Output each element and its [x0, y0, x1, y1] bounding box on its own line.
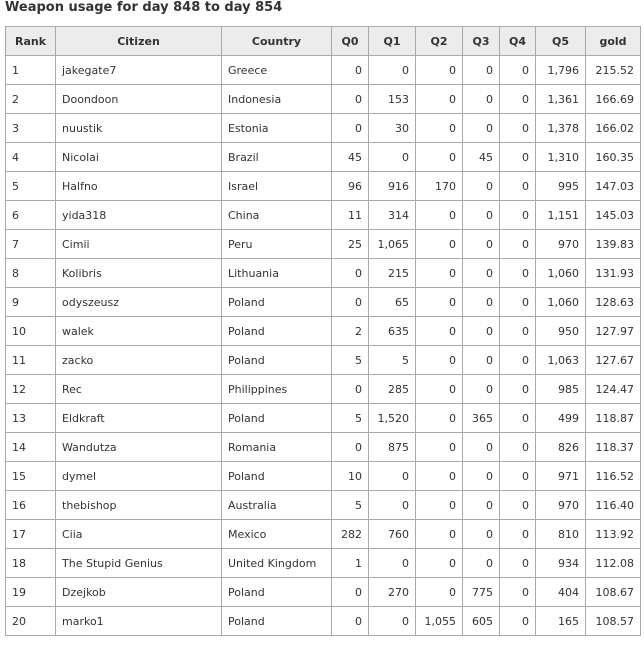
q1-cell: 153 — [369, 85, 416, 114]
q5-cell: 810 — [536, 520, 586, 549]
citizen-link[interactable]: Eldkraft — [56, 404, 222, 433]
rank-cell: 15 — [6, 462, 56, 491]
rank-cell: 12 — [6, 375, 56, 404]
gold-cell: 112.08 — [586, 549, 641, 578]
q4-cell: 0 — [500, 491, 536, 520]
q3-cell: 0 — [463, 230, 500, 259]
q3-cell: 45 — [463, 143, 500, 172]
citizen-link[interactable]: Cimii — [56, 230, 222, 259]
q3-cell: 0 — [463, 56, 500, 85]
q3-cell: 0 — [463, 259, 500, 288]
table-row — [6, 85, 641, 114]
citizen-link[interactable]: Wandutza — [56, 433, 222, 462]
q0-cell: 0 — [332, 578, 369, 607]
q5-cell: 934 — [536, 549, 586, 578]
country-link[interactable]: China — [222, 201, 332, 230]
q0-cell: 25 — [332, 230, 369, 259]
gold-cell: 145.03 — [586, 201, 641, 230]
rank-cell: 18 — [6, 549, 56, 578]
table-row — [6, 520, 641, 549]
q5-cell: 404 — [536, 578, 586, 607]
citizen-link[interactable]: Halfno — [56, 172, 222, 201]
q1-cell: 215 — [369, 259, 416, 288]
q0-cell: 0 — [332, 433, 369, 462]
table-row — [6, 259, 641, 288]
q4-cell: 0 — [500, 317, 536, 346]
table-row — [6, 404, 641, 433]
q0-cell: 45 — [332, 143, 369, 172]
q0-cell: 0 — [332, 259, 369, 288]
q1-cell: 0 — [369, 549, 416, 578]
country-link[interactable]: Poland — [222, 288, 332, 317]
q1-cell: 0 — [369, 143, 416, 172]
q2-cell: 0 — [416, 520, 463, 549]
q0-cell: 10 — [332, 462, 369, 491]
q2-cell: 0 — [416, 85, 463, 114]
gold-cell: 108.57 — [586, 607, 641, 636]
q0-cell: 5 — [332, 404, 369, 433]
citizen-link[interactable]: Kolibris — [56, 259, 222, 288]
table-row — [6, 491, 641, 520]
country-link[interactable]: Greece — [222, 56, 332, 85]
q4-cell: 0 — [500, 288, 536, 317]
table-body — [6, 56, 641, 636]
q4-cell: 0 — [500, 462, 536, 491]
column-header-q1[interactable]: Q1 — [369, 27, 416, 56]
gold-cell: 118.87 — [586, 404, 641, 433]
q5-cell: 1,060 — [536, 259, 586, 288]
q4-cell: 0 — [500, 520, 536, 549]
q2-cell: 0 — [416, 230, 463, 259]
citizen-link[interactable]: walek — [56, 317, 222, 346]
q0-cell: 0 — [332, 607, 369, 636]
country-link[interactable]: Poland — [222, 404, 332, 433]
gold-cell: 124.47 — [586, 375, 641, 404]
country-link[interactable]: United Kingdom — [222, 549, 332, 578]
citizen-link[interactable]: marko1 — [56, 607, 222, 636]
q0-cell: 2 — [332, 317, 369, 346]
rank-cell: 16 — [6, 491, 56, 520]
rank-cell: 13 — [6, 404, 56, 433]
gold-cell: 116.52 — [586, 462, 641, 491]
gold-cell: 131.93 — [586, 259, 641, 288]
q1-cell: 270 — [369, 578, 416, 607]
citizen-link[interactable]: Ciia — [56, 520, 222, 549]
q1-cell: 65 — [369, 288, 416, 317]
q2-cell: 0 — [416, 462, 463, 491]
q2-cell: 1,055 — [416, 607, 463, 636]
rank-cell: 20 — [6, 607, 56, 636]
citizen-link[interactable]: nuustik — [56, 114, 222, 143]
q1-cell: 285 — [369, 375, 416, 404]
gold-cell: 160.35 — [586, 143, 641, 172]
q0-cell: 96 — [332, 172, 369, 201]
q0-cell: 0 — [332, 288, 369, 317]
citizen-link[interactable]: The Stupid Genius — [56, 549, 222, 578]
rank-cell: 19 — [6, 578, 56, 607]
gold-cell: 113.92 — [586, 520, 641, 549]
rank-cell: 3 — [6, 114, 56, 143]
q4-cell: 0 — [500, 201, 536, 230]
q2-cell: 0 — [416, 143, 463, 172]
q4-cell: 0 — [500, 607, 536, 636]
country-link[interactable]: Poland — [222, 346, 332, 375]
q4-cell: 0 — [500, 346, 536, 375]
country-link[interactable]: Lithuania — [222, 259, 332, 288]
column-header-q5[interactable]: Q5 — [536, 27, 586, 56]
citizen-link[interactable]: Doondoon — [56, 85, 222, 114]
q5-cell: 950 — [536, 317, 586, 346]
table-row — [6, 462, 641, 491]
q3-cell: 0 — [463, 491, 500, 520]
q0-cell: 0 — [332, 56, 369, 85]
q3-cell: 0 — [463, 346, 500, 375]
rank-cell: 7 — [6, 230, 56, 259]
q4-cell: 0 — [500, 85, 536, 114]
q5-cell: 1,063 — [536, 346, 586, 375]
column-header-citizen[interactable]: Citizen — [56, 27, 222, 56]
q2-cell: 0 — [416, 114, 463, 143]
country-link[interactable]: Mexico — [222, 520, 332, 549]
gold-cell: 116.40 — [586, 491, 641, 520]
q1-cell: 875 — [369, 433, 416, 462]
q3-cell: 0 — [463, 549, 500, 578]
table-row — [6, 230, 641, 259]
table-row — [6, 578, 641, 607]
country-link[interactable]: Poland — [222, 462, 332, 491]
citizen-link[interactable]: odyszeusz — [56, 288, 222, 317]
q1-cell: 916 — [369, 172, 416, 201]
rank-cell: 17 — [6, 520, 56, 549]
q3-cell: 0 — [463, 201, 500, 230]
q4-cell: 0 — [500, 375, 536, 404]
q0-cell: 0 — [332, 85, 369, 114]
q1-cell: 1,520 — [369, 404, 416, 433]
column-header-gold[interactable]: gold — [586, 27, 641, 56]
country-link[interactable]: Poland — [222, 607, 332, 636]
column-header-q3[interactable]: Q3 — [463, 27, 500, 56]
rank-cell: 1 — [6, 56, 56, 85]
table-row — [6, 433, 641, 462]
gold-cell: 118.37 — [586, 433, 641, 462]
rank-cell: 4 — [6, 143, 56, 172]
q3-cell: 0 — [463, 317, 500, 346]
q0-cell: 0 — [332, 114, 369, 143]
citizen-link[interactable]: thebishop — [56, 491, 222, 520]
country-link[interactable]: Romania — [222, 433, 332, 462]
q4-cell: 0 — [500, 56, 536, 85]
gold-cell: 166.02 — [586, 114, 641, 143]
q5-cell: 499 — [536, 404, 586, 433]
q3-cell: 0 — [463, 433, 500, 462]
country-link[interactable]: Estonia — [222, 114, 332, 143]
table-row — [6, 346, 641, 375]
table-row — [6, 288, 641, 317]
q1-cell: 1,065 — [369, 230, 416, 259]
country-link[interactable]: Peru — [222, 230, 332, 259]
q1-cell: 30 — [369, 114, 416, 143]
citizen-link[interactable]: Rec — [56, 375, 222, 404]
q4-cell: 0 — [500, 259, 536, 288]
q5-cell: 1,151 — [536, 201, 586, 230]
q5-cell: 1,378 — [536, 114, 586, 143]
q5-cell: 826 — [536, 433, 586, 462]
rank-cell: 14 — [6, 433, 56, 462]
citizen-link[interactable]: jakegate7 — [56, 56, 222, 85]
column-header-q4[interactable]: Q4 — [500, 27, 536, 56]
q0-cell: 282 — [332, 520, 369, 549]
table-row — [6, 143, 641, 172]
q4-cell: 0 — [500, 172, 536, 201]
q1-cell: 0 — [369, 607, 416, 636]
q5-cell: 165 — [536, 607, 586, 636]
table-row — [6, 549, 641, 578]
q1-cell: 314 — [369, 201, 416, 230]
table-row — [6, 172, 641, 201]
q3-cell: 0 — [463, 462, 500, 491]
q3-cell: 365 — [463, 404, 500, 433]
column-header-rank[interactable]: Rank — [6, 27, 56, 56]
header-row — [6, 27, 641, 56]
q2-cell: 0 — [416, 288, 463, 317]
q3-cell: 775 — [463, 578, 500, 607]
q2-cell: 0 — [416, 578, 463, 607]
table-row — [6, 114, 641, 143]
rank-cell: 6 — [6, 201, 56, 230]
q1-cell: 0 — [369, 56, 416, 85]
q3-cell: 0 — [463, 375, 500, 404]
gold-cell: 166.69 — [586, 85, 641, 114]
q2-cell: 0 — [416, 549, 463, 578]
gold-cell: 147.03 — [586, 172, 641, 201]
table-row — [6, 607, 641, 636]
q4-cell: 0 — [500, 433, 536, 462]
q2-cell: 0 — [416, 259, 463, 288]
q1-cell: 760 — [369, 520, 416, 549]
q2-cell: 0 — [416, 433, 463, 462]
q1-cell: 635 — [369, 317, 416, 346]
q2-cell: 0 — [416, 404, 463, 433]
country-link[interactable]: Philippines — [222, 375, 332, 404]
q0-cell: 11 — [332, 201, 369, 230]
q3-cell: 0 — [463, 85, 500, 114]
q5-cell: 985 — [536, 375, 586, 404]
country-link[interactable]: Australia — [222, 491, 332, 520]
table-row — [6, 201, 641, 230]
q0-cell: 5 — [332, 491, 369, 520]
q1-cell: 0 — [369, 491, 416, 520]
table-row — [6, 375, 641, 404]
q5-cell: 1,060 — [536, 288, 586, 317]
q4-cell: 0 — [500, 578, 536, 607]
q4-cell: 0 — [500, 143, 536, 172]
gold-cell: 108.67 — [586, 578, 641, 607]
q0-cell: 1 — [332, 549, 369, 578]
q2-cell: 0 — [416, 317, 463, 346]
country-link[interactable]: Poland — [222, 578, 332, 607]
gold-cell: 139.83 — [586, 230, 641, 259]
rank-cell: 2 — [6, 85, 56, 114]
q2-cell: 0 — [416, 201, 463, 230]
q4-cell: 0 — [500, 404, 536, 433]
citizen-link[interactable]: dymel — [56, 462, 222, 491]
rank-cell: 10 — [6, 317, 56, 346]
q5-cell: 1,361 — [536, 85, 586, 114]
q2-cell: 0 — [416, 56, 463, 85]
q3-cell: 0 — [463, 520, 500, 549]
rank-cell: 9 — [6, 288, 56, 317]
q3-cell: 0 — [463, 172, 500, 201]
country-link[interactable]: Poland — [222, 317, 332, 346]
citizen-link[interactable]: yida318 — [56, 201, 222, 230]
q5-cell: 1,310 — [536, 143, 586, 172]
q4-cell: 0 — [500, 230, 536, 259]
table-row — [6, 56, 641, 85]
q0-cell: 5 — [332, 346, 369, 375]
q3-cell: 0 — [463, 288, 500, 317]
q1-cell: 5 — [369, 346, 416, 375]
page-title: Weapon usage for day 848 to day 854 — [5, 0, 283, 15]
q1-cell: 0 — [369, 462, 416, 491]
column-header-q2[interactable]: Q2 — [416, 27, 463, 56]
q3-cell: 0 — [463, 114, 500, 143]
citizen-link[interactable]: zacko — [56, 346, 222, 375]
q5-cell: 970 — [536, 230, 586, 259]
q5-cell: 971 — [536, 462, 586, 491]
q0-cell: 0 — [332, 375, 369, 404]
citizen-link[interactable]: Nicolai — [56, 143, 222, 172]
rank-cell: 5 — [6, 172, 56, 201]
gold-cell: 127.67 — [586, 346, 641, 375]
gold-cell: 127.97 — [586, 317, 641, 346]
country-link[interactable]: Indonesia — [222, 85, 332, 114]
gold-cell: 128.63 — [586, 288, 641, 317]
weapon-usage-table — [5, 26, 641, 636]
q2-cell: 0 — [416, 375, 463, 404]
q4-cell: 0 — [500, 114, 536, 143]
q4-cell: 0 — [500, 549, 536, 578]
citizen-link[interactable]: Dzejkob — [56, 578, 222, 607]
rank-cell: 11 — [6, 346, 56, 375]
q5-cell: 970 — [536, 491, 586, 520]
country-link[interactable]: Israel — [222, 172, 332, 201]
column-header-q0[interactable]: Q0 — [332, 27, 369, 56]
country-link[interactable]: Brazil — [222, 143, 332, 172]
q2-cell: 0 — [416, 346, 463, 375]
q3-cell: 605 — [463, 607, 500, 636]
q2-cell: 170 — [416, 172, 463, 201]
q5-cell: 1,796 — [536, 56, 586, 85]
rank-cell: 8 — [6, 259, 56, 288]
table-row — [6, 317, 641, 346]
gold-cell: 215.52 — [586, 56, 641, 85]
q2-cell: 0 — [416, 491, 463, 520]
column-header-country[interactable]: Country — [222, 27, 332, 56]
q5-cell: 995 — [536, 172, 586, 201]
